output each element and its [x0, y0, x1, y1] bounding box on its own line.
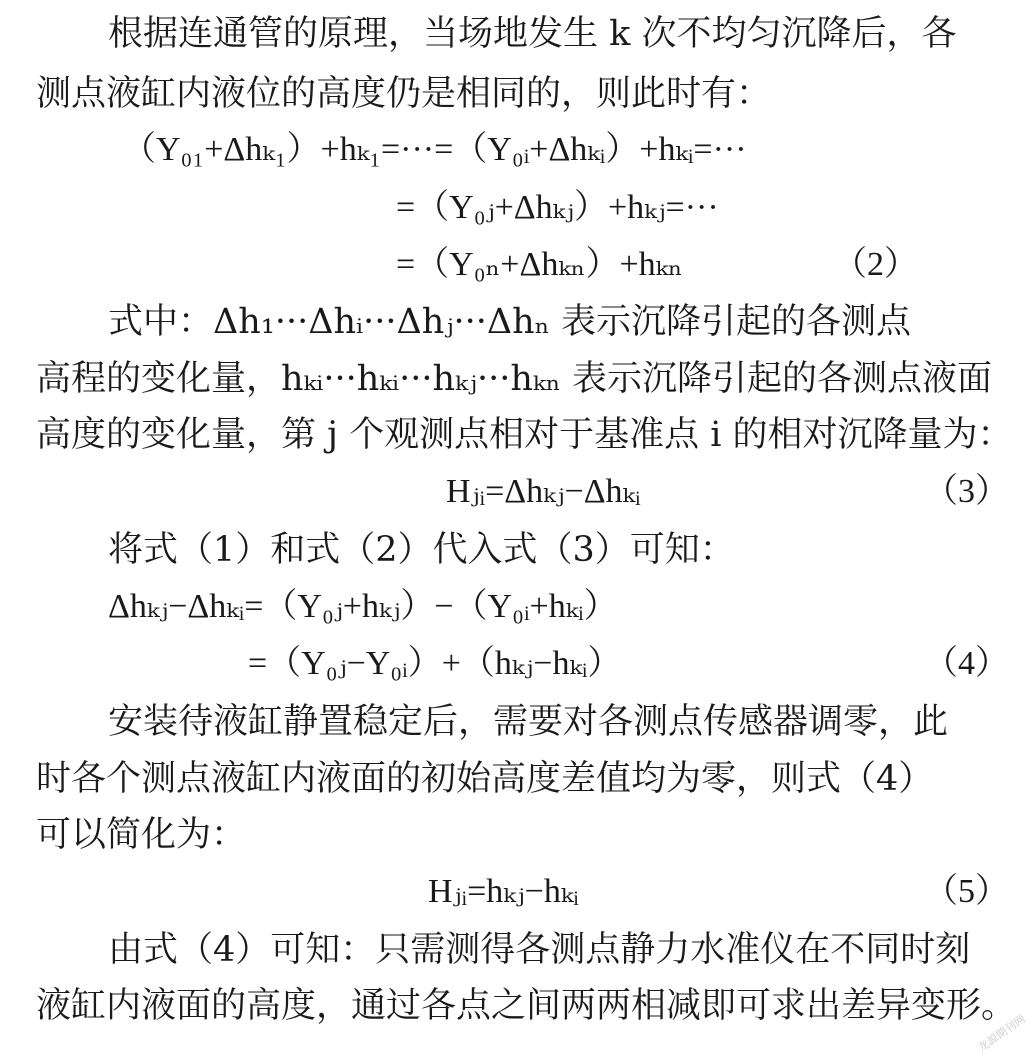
equation-2-number: （2） — [833, 246, 918, 283]
equation-4-line-2: =（Y₀ⱼ−Y₀ᵢ）+（hₖⱼ−hₖᵢ） — [248, 645, 622, 682]
paragraph-2-line-1: 式中：Δh₁···Δhᵢ···Δhⱼ···Δhₙ 表示沉降引起的各测点 — [108, 302, 911, 342]
paragraph-1-line-1: 根据连通管的原理，当场地发生 k 次不均匀沉降后，各 — [108, 14, 957, 54]
paragraph-2-line-2: 高程的变化量，hₖᵢ···hₖᵢ···hₖⱼ···hₖₙ 表示沉降引起的各测点液面 — [36, 359, 992, 399]
paragraph-5-line-1: 由式（4）可知：只需测得各测点静力水准仪在不同时刻 — [108, 930, 971, 970]
equation-3-number: （3） — [924, 473, 1009, 510]
paragraph-5-line-2: 液缸内液面的高度，通过各点之间两两相减即可求出差异变形。 — [36, 986, 1017, 1026]
equation-4-number: （4） — [924, 645, 1009, 682]
equation-2-line-2: =（Y₀ⱼ+Δhₖⱼ）+hₖⱼ=··· — [396, 189, 719, 226]
watermark-logo: 龙源期刊网 — [975, 1012, 1029, 1055]
paragraph-2-line-3: 高度的变化量，第 j 个观测点相对于基准点 i 的相对沉降量为： — [36, 415, 1013, 455]
equation-5: Hⱼᵢ=hₖⱼ−hₖᵢ — [428, 873, 579, 910]
paragraph-4-line-1: 安装待液缸静置稳定后，需要对各测点传感器调零，此 — [108, 702, 949, 742]
paragraph-3-line-1: 将式（1）和式（2）代入式（3）可知： — [108, 530, 735, 570]
equation-5-number: （5） — [924, 873, 1009, 910]
equation-2-line-3: =（Y₀ₙ+Δhₖₙ）+hₖₙ — [396, 246, 683, 283]
paragraph-4-line-2: 时各个测点液缸内液面的初始高度差值均为零，则式（4） — [36, 759, 934, 799]
equation-3: Hⱼᵢ=Δhₖⱼ−Δhₖᵢ — [446, 473, 641, 510]
paragraph-1-line-2: 测点液缸内液位的高度仍是相同的，则此时有： — [36, 74, 772, 114]
paragraph-4-line-3: 可以简化为： — [36, 815, 247, 855]
equation-2-line-1: （Y₀₁+Δhₖ₁）+hₖ₁=···=（Y₀ᵢ+Δhₖᵢ）+hₖᵢ=··· — [122, 131, 747, 168]
equation-4-line-1: Δhₖⱼ−Δhₖᵢ=（Y₀ⱼ+hₖⱼ）−（Y₀ᵢ+hₖᵢ） — [108, 588, 618, 625]
